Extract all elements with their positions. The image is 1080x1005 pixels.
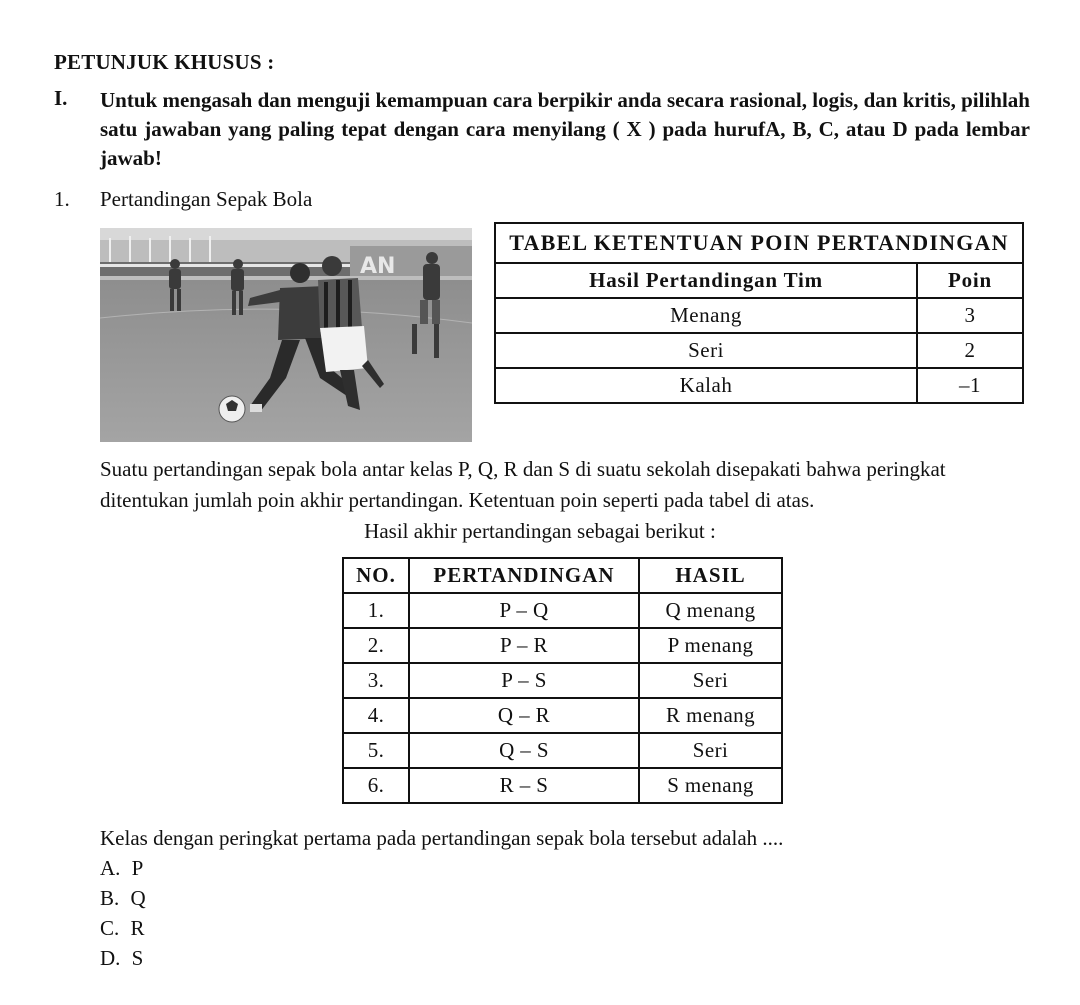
option-text: Q bbox=[130, 886, 146, 910]
option-text: P bbox=[131, 856, 144, 880]
option-letter: D. bbox=[100, 946, 121, 970]
football-match-photo bbox=[100, 228, 472, 442]
points-table bbox=[494, 222, 1024, 404]
points-value: 2 bbox=[917, 333, 1023, 368]
option-letter: C. bbox=[100, 916, 120, 940]
page-header: PETUNJUK KHUSUS : bbox=[54, 50, 275, 74]
points-result: Seri bbox=[495, 333, 917, 368]
results-row bbox=[343, 663, 782, 698]
results-result: Q menang bbox=[639, 593, 782, 628]
option-letter: A. bbox=[100, 856, 121, 880]
results-result: P menang bbox=[639, 628, 782, 663]
results-row bbox=[343, 733, 782, 768]
section-instruction: Untuk mengasah dan menguji kemampuan cara berpikir anda secara rasional, logis, dan kritis, pilihlah satu jawaban yang paling tepat dengan cara menyilang ( X ) pada hurufA, B, C, atau D pada lembar jawab! bbox=[100, 88, 1030, 170]
question-prompt: Kelas dengan peringkat pertama pada pertandingan sepak bola tersebut adalah .... bbox=[100, 826, 784, 850]
results-header-no: NO. bbox=[343, 558, 409, 593]
results-match: Q – R bbox=[409, 698, 639, 733]
option-a[interactable] bbox=[100, 856, 143, 881]
results-match: R – S bbox=[409, 768, 639, 803]
points-value: 3 bbox=[917, 298, 1023, 333]
points-value: –1 bbox=[917, 368, 1023, 403]
results-no: 5. bbox=[343, 733, 409, 768]
results-result: Seri bbox=[639, 733, 782, 768]
question-title: Pertandingan Sepak Bola bbox=[100, 187, 313, 211]
option-b[interactable] bbox=[100, 886, 146, 911]
points-header-points: Poin bbox=[917, 263, 1023, 298]
results-match: P – Q bbox=[409, 593, 639, 628]
results-row bbox=[343, 698, 782, 733]
option-text: S bbox=[131, 946, 144, 970]
points-table-caption: TABEL KETENTUAN POIN PERTANDINGAN bbox=[495, 223, 1023, 263]
results-no: 1. bbox=[343, 593, 409, 628]
points-header-result: Hasil Pertandingan Tim bbox=[495, 263, 917, 298]
results-table bbox=[342, 557, 783, 804]
points-row bbox=[495, 333, 1023, 368]
results-no: 6. bbox=[343, 768, 409, 803]
svg-text:AN: AN bbox=[360, 254, 396, 279]
results-no: 2. bbox=[343, 628, 409, 663]
points-row bbox=[495, 298, 1023, 333]
option-letter: B. bbox=[100, 886, 120, 910]
results-header-result: HASIL bbox=[639, 558, 782, 593]
results-row bbox=[343, 768, 782, 803]
results-caption: Hasil akhir pertandingan sebagai berikut : bbox=[364, 519, 716, 543]
question-number: 1. bbox=[54, 187, 70, 211]
results-header-match: PERTANDINGAN bbox=[409, 558, 639, 593]
results-result: Seri bbox=[639, 663, 782, 698]
section-numeral: I. bbox=[54, 86, 68, 110]
results-result: R menang bbox=[639, 698, 782, 733]
results-no: 4. bbox=[343, 698, 409, 733]
results-result: S menang bbox=[639, 768, 782, 803]
option-c[interactable] bbox=[100, 916, 145, 941]
results-match: P – S bbox=[409, 663, 639, 698]
points-result: Kalah bbox=[495, 368, 917, 403]
results-row bbox=[343, 628, 782, 663]
results-no: 3. bbox=[343, 663, 409, 698]
question-paragraph: Suatu pertandingan sepak bola antar kelas P, Q, R dan S di suatu sekolah disepakati bahwa peringkat ditentukan jumlah poin akhir pertandingan. Ketentuan poin seperti pada tabel di atas. bbox=[100, 457, 946, 512]
results-match: Q – S bbox=[409, 733, 639, 768]
results-row bbox=[343, 593, 782, 628]
points-row bbox=[495, 368, 1023, 403]
option-d[interactable] bbox=[100, 946, 143, 971]
option-text: R bbox=[130, 916, 145, 940]
results-match: P – R bbox=[409, 628, 639, 663]
points-result: Menang bbox=[495, 298, 917, 333]
